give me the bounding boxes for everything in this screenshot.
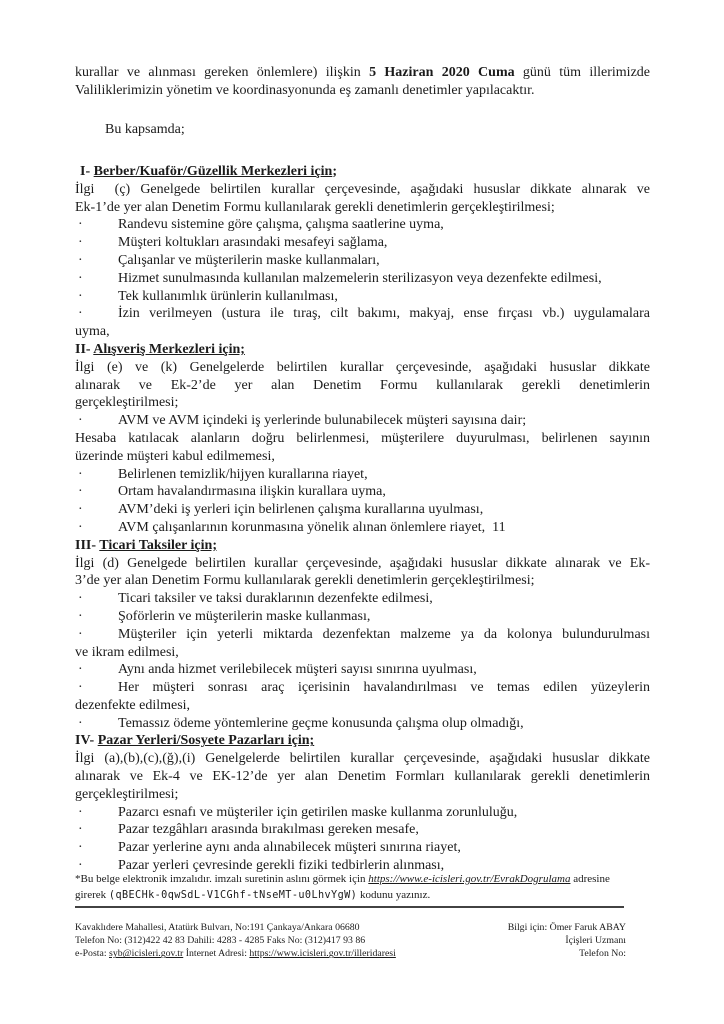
footer-contact-title: İçişleri Uzmanı bbox=[565, 935, 626, 947]
bullet-marker: · bbox=[78, 466, 83, 482]
text-line: Ek-1’de yer alan Denetim Formu kullanılarak gerekli denetimlerin gerçekleştirilmesi; bbox=[75, 199, 555, 215]
text-line: İlgi (d) Genelgede belirtilen kurallar çerçevesinde, aşağıdaki hususlar dikkate alınarak ve Ek- bbox=[75, 555, 650, 571]
text-run: Aynı anda hizmet verilebilecek müşteri sayısı sınırına uyulması, bbox=[118, 662, 477, 678]
text-run: Pazar yerlerine aynı anda alınabilecek müşteri sınırına riayet, bbox=[118, 840, 461, 856]
text-run: Temassız ödeme yöntemlerine geçme konusunda çalışma olup olmadığı, bbox=[118, 715, 524, 731]
evrak-dogrulama-link[interactable]: https://www.e-icisleri.gov.tr/EvrakDogrulama bbox=[368, 873, 571, 885]
page-footer bbox=[75, 921, 626, 961]
text-line bbox=[75, 887, 631, 904]
bullet-marker: · bbox=[78, 217, 83, 233]
bullet-marker: · bbox=[78, 804, 83, 820]
list-item bbox=[75, 626, 650, 644]
text-run: İzin verilmeyen (ustura ile tıraş, cilt bakımı, makyaj, ense fırçası vb.) uygulamalara bbox=[118, 306, 650, 322]
footer-contact-block bbox=[75, 921, 396, 961]
email-link[interactable]: syb@icisleri.gov.tr bbox=[109, 948, 184, 960]
bullet-marker: · bbox=[78, 413, 83, 429]
text-line: Valiliklerimizin yönetim ve koordinasyonunda eş zamanlı denetimler yapılacaktır. bbox=[75, 82, 535, 98]
list-item bbox=[75, 679, 650, 697]
text-run: Ortam havalandırmasına ilişkin kurallara uyma, bbox=[118, 484, 386, 500]
text-line: 3’de yer alan Denetim Formu kullanılarak gerekli denetimlerin gerçekleştirilmesi; bbox=[75, 573, 535, 589]
text-run: Pazar tezgâhları arasında bırakılması gereken mesafe, bbox=[118, 822, 419, 838]
section-title: Ticari Taksiler için; bbox=[99, 537, 217, 553]
section-heading-2 bbox=[75, 341, 650, 359]
text-run: Tek kullanımlık ürünlerin kullanılması, bbox=[118, 288, 338, 304]
bullet-marker: · bbox=[78, 715, 83, 731]
list-item bbox=[75, 821, 650, 839]
text-run: Belirlenen temizlik/hijyen kurallarına riayet, bbox=[118, 466, 368, 482]
website-link[interactable]: https://www.icisleri.gov.tr/illeridaresi bbox=[249, 948, 396, 960]
text-line: gerçekleştirilmesi; bbox=[75, 395, 179, 411]
text-run: Her müşteri sonrası araç içerisinin havalandırılması ve temas edilen yüzeylerin bbox=[118, 680, 650, 696]
text-run: Çalışanlar ve müşterilerin maske kullanmaları, bbox=[118, 252, 380, 268]
text-line: üzerinde müşteri kabul edilmemesi, bbox=[75, 448, 275, 464]
list-item bbox=[75, 661, 650, 679]
text-run: Ticari taksiler ve taksi duraklarının dezenfekte edilmesi, bbox=[118, 591, 433, 607]
section-number: I- bbox=[80, 163, 94, 179]
section-number: II- bbox=[75, 341, 94, 357]
bullet-marker: · bbox=[78, 235, 83, 251]
list-item bbox=[75, 715, 650, 733]
bullet-marker: · bbox=[78, 626, 83, 642]
bold-date: 5 Haziran 2020 Cuma bbox=[369, 65, 515, 80]
text-line: İlgi (e) ve (k) Genelgelerde belirtilen kurallar çerçevesinde, aşağıdaki hususlar dikkate bbox=[75, 359, 650, 375]
section-heading-1 bbox=[75, 163, 650, 181]
list-item bbox=[75, 216, 650, 234]
list-item bbox=[75, 608, 650, 626]
section-title: Pazar Yerleri/Sosyete Pazarları için; bbox=[97, 733, 315, 749]
bullet-marker: · bbox=[78, 502, 83, 518]
text-line: dezenfekte edilmesi, bbox=[75, 697, 191, 713]
bullet-marker: · bbox=[78, 822, 83, 838]
bullet-marker: · bbox=[78, 519, 83, 535]
text-line: uyma, bbox=[75, 324, 110, 340]
text-run: Hizmet sunulmasında kullanılan malzemelerin sterilizasyon veya dezenfekte edilmesi, bbox=[118, 270, 602, 286]
text-run: e-Posta: bbox=[75, 948, 110, 960]
signature-footnote bbox=[75, 871, 631, 904]
footer-contact-person: Bilgi için: Ömer Faruk ABAY bbox=[507, 922, 626, 933]
text-line bbox=[75, 64, 650, 82]
text-run: AVM çalışanlarının korunmasına yönelik alınan önlemlere riayet, 11 bbox=[118, 519, 506, 535]
footer-info-block bbox=[508, 921, 626, 961]
bullet-marker: · bbox=[78, 270, 83, 286]
section-title: Berber/Kuaför/Güzellik Merkezleri için bbox=[93, 163, 333, 179]
bullet-marker: · bbox=[78, 608, 83, 624]
section-heading-4 bbox=[75, 732, 650, 750]
list-item bbox=[75, 804, 650, 822]
text-run: girerek bbox=[75, 889, 109, 901]
list-item bbox=[75, 466, 650, 484]
spacer bbox=[75, 100, 650, 118]
bullet-marker: · bbox=[78, 252, 83, 268]
text-line: Bu kapsamda; bbox=[105, 122, 185, 138]
list-item bbox=[75, 839, 650, 857]
text-run: *Bu belge elektronik imzalıdır. imzalı suretinin aslını görmek için bbox=[75, 873, 369, 885]
bullet-marker: · bbox=[78, 858, 83, 874]
text-run: kurallar ve alınması gereken önlemlere) ilişkin bbox=[75, 65, 370, 80]
document-body bbox=[75, 64, 650, 875]
list-item bbox=[75, 270, 650, 288]
section-heading-3 bbox=[75, 537, 650, 555]
text-run: AVM’deki iş yerleri için belirlenen çalışma kurallarına uyulması, bbox=[118, 502, 484, 518]
section-number: III- bbox=[75, 537, 100, 553]
footer-links-line bbox=[75, 947, 396, 960]
list-item bbox=[75, 501, 650, 519]
bullet-marker: · bbox=[78, 288, 83, 304]
text-run: AVM ve AVM içindeki iş yerlerinde bulunabilecek müşteri sayısına dair; bbox=[118, 413, 527, 429]
footer-phone: Telefon No: (312)422 42 83 Dahili: 4283 - 4285 Faks No: (312)417 93 86 bbox=[75, 935, 366, 947]
list-item bbox=[75, 483, 650, 501]
list-item bbox=[75, 288, 650, 306]
footer-contact-phone: Telefon No: bbox=[579, 948, 626, 960]
text-run: Pazar yerleri çevresinde gerekli fiziki tedbirlerin alınması, bbox=[118, 858, 445, 874]
bullet-marker: · bbox=[78, 306, 83, 322]
text-line: alınarak ve Ek-2’de yer alan Denetim Formu kullanılarak gerekli denetimlerin bbox=[75, 377, 650, 393]
text-run: kodunu yazınız. bbox=[357, 889, 431, 901]
verification-code: (qBECHk-0qwSdL-V1CGhf-tNseMT-u0LhvYgW) bbox=[108, 890, 358, 901]
section-number: IV- bbox=[75, 733, 98, 749]
text-line: İlgi (ç) Genelgede belirtilen kurallar çerçevesinde, aşağıdaki hususlar dikkate alınarak ve bbox=[75, 181, 650, 197]
bullet-marker: · bbox=[78, 484, 83, 500]
section-title: Alışveriş Merkezleri için; bbox=[93, 341, 245, 357]
text-line: Hesaba katılacak alanların doğru belirlenmesi, müşterilere duyurulması, belirlenen sayının bbox=[75, 430, 650, 446]
footer-address: Kavaklıdere Mahallesi, Atatürk Bulvarı, No:191 Çankaya/Ankara 06680 bbox=[75, 922, 360, 933]
list-item bbox=[75, 305, 650, 323]
footer-divider bbox=[75, 906, 624, 908]
bullet-marker: · bbox=[78, 662, 83, 678]
text-run: ; bbox=[332, 163, 338, 179]
list-item bbox=[75, 412, 650, 430]
list-item bbox=[75, 590, 650, 608]
list-item bbox=[75, 252, 650, 270]
text-line: İlgi (a),(b),(c),(ğ),(i) Genelgelerde belirtilen kurallar çerçevesinde, aşağıdaki hususlar dikkate bbox=[75, 751, 650, 767]
text-run: Şoförlerin ve müşterilerin maske kullanması, bbox=[118, 608, 371, 624]
text-line bbox=[75, 871, 631, 887]
text-run: Pazarcı esnafı ve müşteriler için getirilen maske kullanma zorunluluğu, bbox=[118, 804, 518, 820]
text-run: Müşteriler için yeterli miktarda dezenfektan malzeme ya da kolonya bulundurulması bbox=[118, 626, 650, 642]
text-line: alınarak ve Ek-4 ve EK-12’de yer alan Denetim Formları kullanılarak gerekli denetimlerin bbox=[75, 769, 650, 785]
bullet-marker: · bbox=[78, 680, 83, 696]
spacer bbox=[75, 139, 650, 157]
text-run: Randevu sistemine göre çalışma, çalışma saatlerine uyma, bbox=[118, 217, 444, 233]
text-line: ve ikram edilmesi, bbox=[75, 644, 179, 660]
text-run: günü tüm illerimizde bbox=[514, 65, 651, 80]
text-run: İnternet Adresi: bbox=[183, 948, 250, 960]
bullet-marker: · bbox=[78, 840, 83, 856]
text-line: gerçekleştirilmesi; bbox=[75, 786, 179, 802]
bullet-marker: · bbox=[78, 591, 83, 607]
list-item bbox=[75, 234, 650, 252]
text-run: adresine bbox=[570, 873, 610, 885]
text-run: Müşteri koltukları arasındaki mesafeyi sağlama, bbox=[118, 235, 388, 251]
list-item bbox=[75, 519, 650, 537]
